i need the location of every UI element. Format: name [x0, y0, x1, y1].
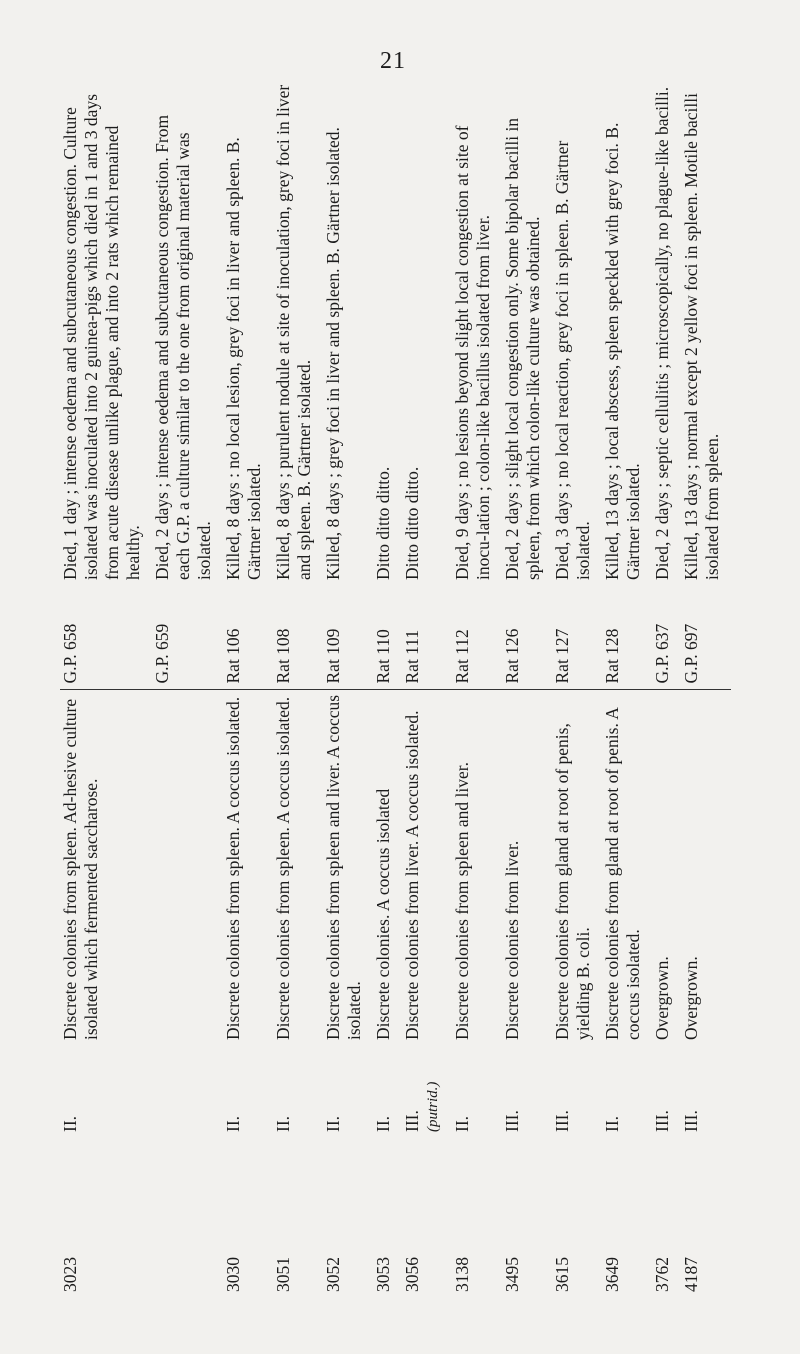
animal-id: Rat 128: [602, 586, 652, 690]
bacteriology-cell: Discrete colonies from spleen. A coccus isolated.: [223, 696, 243, 1040]
bacteriology-cell: Discrete colonies from spleen. Ad-hesive culture isolated which fermented saccharose.: [60, 698, 101, 1040]
result-cell: Killed, 13 days ; local abscess, spleen speckled with grey foci. B. Gärtner isolated.: [602, 122, 643, 580]
case-number: 3023: [60, 1257, 80, 1292]
animal-id: Rat 108: [273, 586, 323, 690]
table-row: [152, 80, 223, 1300]
animal-id: Rat 110: [373, 586, 402, 690]
rotated-table-container: [60, 80, 722, 1300]
result-cell: Died, 2 days ; intense oedema and subcutaneous congestion. From each G.P. a culture similar to the one from original material was isolated.: [152, 114, 214, 580]
result-cell: Killed, 8 days ; purulent nodule at site of inoculation, grey foci in liver and spleen. B. Gärtner isolated.: [273, 84, 314, 580]
bacteriology-cell: Overgrown.: [652, 956, 672, 1040]
bacteriology-cell: Discrete colonies from gland at root of penis, yielding B. coli.: [552, 723, 593, 1040]
result-cell: Died, 2 days ; septic cellulitis ; microscopically, no plague-like bacilli.: [652, 86, 672, 580]
case-number: 3051: [273, 1257, 293, 1292]
case-number: 3052: [323, 1257, 343, 1292]
table-row: [602, 80, 652, 1300]
bacteriology-cell: Discrete colonies from spleen. A coccus isolated.: [273, 696, 293, 1040]
table-row: [373, 80, 402, 1300]
serum-grade: III.: [652, 1110, 672, 1132]
bacteriology-cell: [152, 690, 223, 1040]
serum-grade-cell: [402, 1040, 452, 1132]
case-number: 3495: [502, 1257, 522, 1292]
result-cell: Died, 1 day ; intense oedema and subcutaneous congestion. Culture isolated was inoculated into 2 guinea-pigs which died in 1 and 3 days from acute disease unlike plague, and into 2 rats which remained healthy.: [60, 93, 143, 580]
animal-id: Rat 111: [402, 586, 452, 690]
serum-grade: III.: [402, 1110, 422, 1132]
case-number: 3053: [373, 1257, 393, 1292]
animal-id: Rat 127: [552, 586, 602, 690]
animal-id: G.P. 658: [60, 586, 152, 690]
table-row: [273, 80, 323, 1300]
case-number: [152, 1132, 223, 1300]
animal-id: G.P. 659: [152, 586, 223, 690]
bacteriology-cell: Discrete colonies from liver.: [502, 840, 522, 1040]
serum-grade: II.: [452, 1115, 472, 1132]
table-row: [681, 80, 731, 1300]
case-number: 3615: [552, 1257, 572, 1292]
result-cell: Died, 2 days ; slight local congestion only. Some bipolar bacilli in spleen, from which colon-like culture was obtained.: [502, 117, 543, 580]
result-cell: Died, 3 days ; no local reaction, grey foci in spleen. B. Gärtner isolated.: [552, 140, 593, 580]
serum-grade: II.: [373, 1115, 393, 1132]
table-row: [552, 80, 602, 1300]
serum-grade: II.: [60, 1115, 80, 1132]
case-number: 3762: [652, 1257, 672, 1292]
table-row: [60, 80, 152, 1300]
page-number: 21: [380, 48, 406, 74]
serum-grade: III.: [552, 1110, 572, 1132]
result-cell: Killed, 13 days ; normal except 2 yellow foci in spleen. Motile bacilli isolated from spleen.: [681, 93, 722, 580]
serum-grade: II.: [323, 1115, 343, 1132]
animal-id: Rat 126: [502, 586, 552, 690]
table-row: [452, 80, 502, 1300]
case-number: 3030: [223, 1257, 243, 1292]
bacteriology-cell: Overgrown.: [681, 956, 701, 1040]
animal-id: G.P. 697: [681, 586, 731, 690]
result-cell: Killed, 8 days : no local lesion, grey foci in liver and spleen. B. Gärtner isolated.: [223, 137, 264, 580]
case-number: 3649: [602, 1257, 622, 1292]
table-row: [652, 80, 681, 1300]
bacteriology-cell: Discrete colonies. A coccus isolated: [373, 788, 393, 1040]
bacteriology-cell: Discrete colonies from liver. A coccus isolated.: [402, 710, 422, 1040]
result-cell: Killed, 8 days ; grey foci in liver and spleen. B. Gärtner isolated.: [323, 127, 343, 580]
animal-id: G.P. 637: [652, 586, 681, 690]
table-row: [323, 80, 373, 1300]
bacteriology-cell: Discrete colonies from spleen and liver.: [452, 762, 472, 1040]
case-number: 3056: [402, 1257, 422, 1292]
animal-id: Rat 109: [323, 586, 373, 690]
case-number: 4187: [681, 1257, 701, 1292]
table-row: [223, 80, 273, 1300]
serum-grade: III.: [502, 1110, 522, 1132]
bacteriology-cell: Discrete colonies from spleen and liver. A coccus isolated.: [323, 694, 364, 1040]
serum-note: (putrid.): [425, 1081, 441, 1132]
result-cell: Ditto ditto ditto.: [402, 466, 422, 580]
serum-grade: II.: [223, 1115, 243, 1132]
bacteriology-cell: Discrete colonies from gland at root of penis. A coccus isolated.: [602, 708, 643, 1040]
results-table: [60, 80, 731, 1300]
animal-id: Rat 106: [223, 586, 273, 690]
table-row: [402, 80, 452, 1300]
result-cell: Died, 9 days ; no lesions beyond slight local congestion at site of inocu-lation ; colon-like bacillus isolated from liver.: [452, 125, 493, 580]
result-cell: Ditto ditto ditto.: [373, 466, 393, 580]
case-number: 3138: [452, 1257, 472, 1292]
serum-grade: II.: [602, 1115, 622, 1132]
serum-grade: III.: [681, 1110, 701, 1132]
serum-grade: [152, 1040, 223, 1132]
animal-id: Rat 112: [452, 586, 502, 690]
serum-grade: II.: [273, 1115, 293, 1132]
table-row: [502, 80, 552, 1300]
